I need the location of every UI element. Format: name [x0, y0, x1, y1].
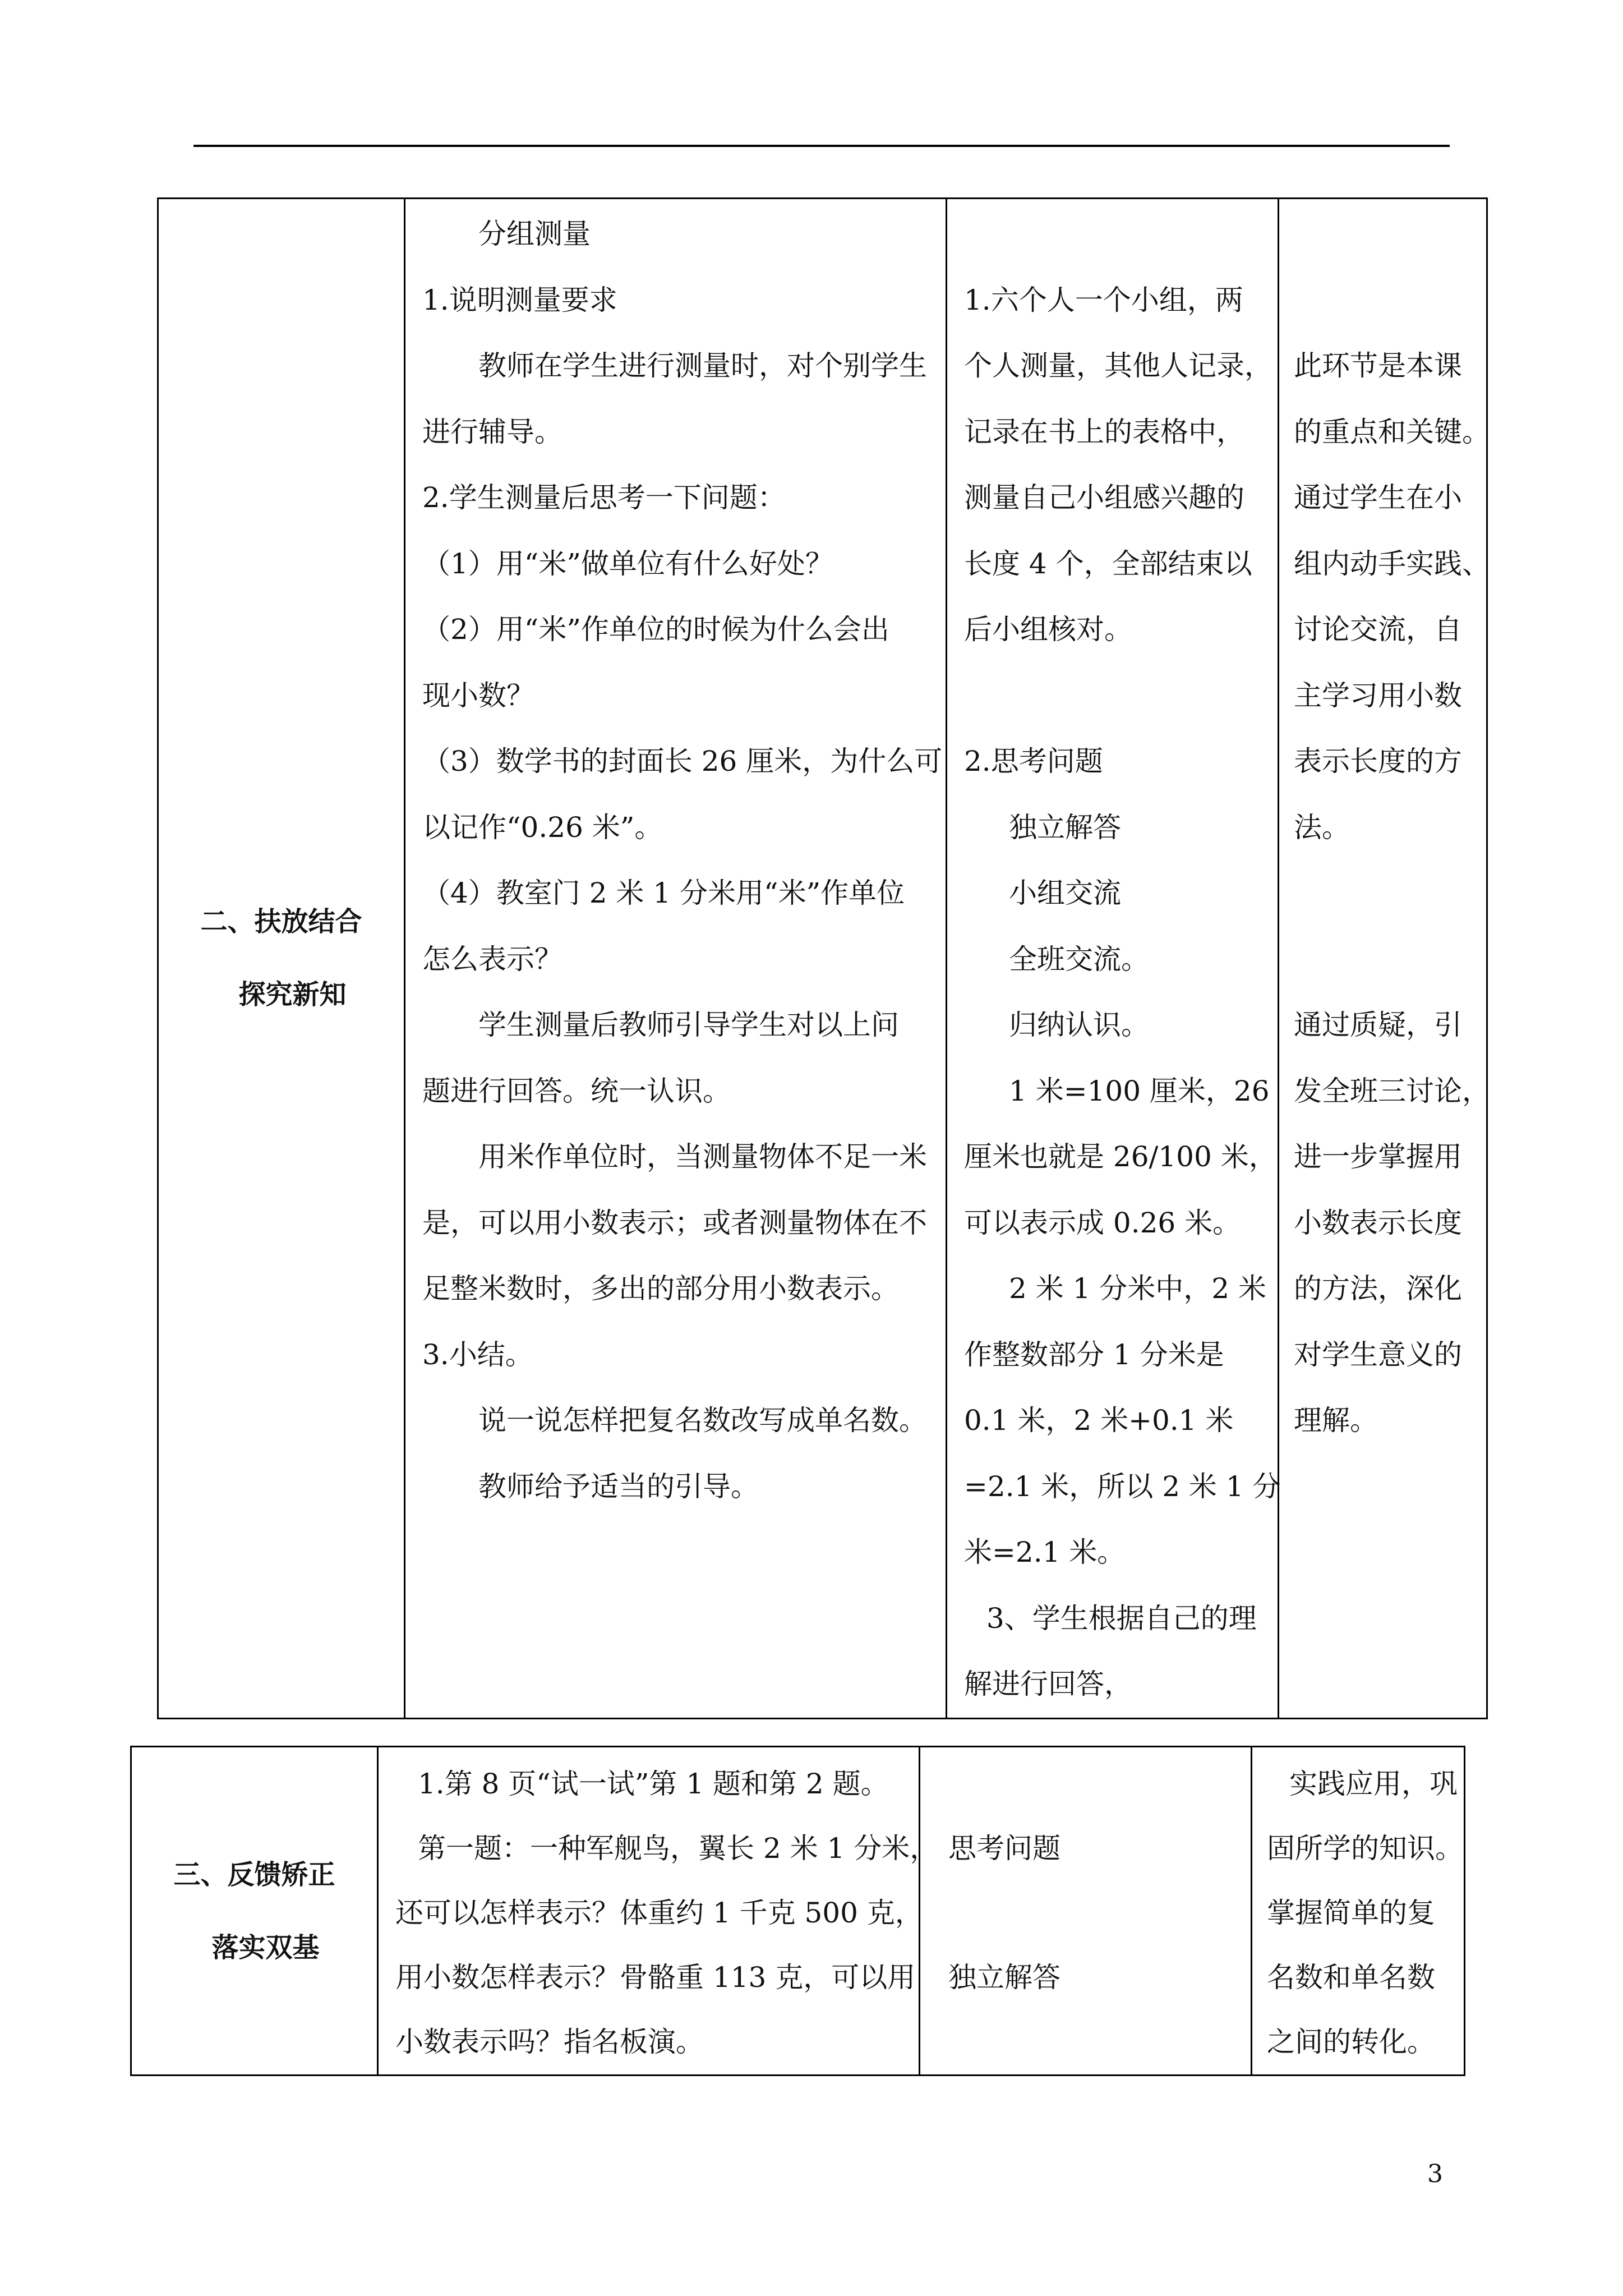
- text-line: 解进行回答，: [964, 1668, 1132, 1700]
- text-line: 全班交流。: [1009, 942, 1149, 976]
- text-line: 3.小结。: [422, 1338, 533, 1371]
- text-line: （3）数学书的封面长 26 厘米，为什么可: [422, 745, 943, 777]
- text-line: （2）用“米”作单位的时候为什么会出: [422, 613, 889, 646]
- text-line: 厘米也就是 26/100 米，: [964, 1140, 1277, 1173]
- text-line: 通过质疑，引: [1294, 1009, 1462, 1041]
- text-line: 可以表示成 0.26 米。: [964, 1206, 1241, 1239]
- text-line: [964, 663, 1265, 729]
- text-line: 固所学的知识。: [1267, 1832, 1463, 1865]
- design-intent-text: [1252, 1747, 1464, 2074]
- teacher-activity-text: [379, 1747, 938, 2074]
- text-line: 掌握简单的复: [1267, 1897, 1435, 1929]
- text-line: 理解。: [1294, 1404, 1378, 1437]
- text-line: 还可以怎样表示？体重约 1 千克 500 克，: [395, 1897, 923, 1929]
- text-line: 1.第 8 页“试一试”第 1 题和第 2 题。: [418, 1768, 889, 1800]
- text-line: [1294, 861, 1482, 927]
- text-line: 实践应用，巩: [1289, 1768, 1458, 1800]
- design-intent-text: [1279, 199, 1490, 1454]
- text-line: 个人测量，其他人记录，: [964, 349, 1272, 382]
- text-line: 长度 4 个，全部结束以: [964, 547, 1252, 580]
- text-line: [1294, 201, 1482, 268]
- text-line: [1294, 268, 1482, 334]
- text-line: 表示长度的方: [1294, 745, 1462, 777]
- student-activity-text: [920, 1747, 1251, 2010]
- text-line: 测量自己小组感兴趣的: [964, 481, 1244, 514]
- stage-label-cell: [131, 1747, 378, 2076]
- text-line: 0.1 米，2 米+0.1 米: [964, 1404, 1234, 1437]
- text-line: 以记作“0.26 米”。: [422, 811, 663, 844]
- text-line: 3、学生根据自己的理: [986, 1602, 1257, 1635]
- stage-title-line-2: 探究新知: [238, 979, 347, 1011]
- text-line: [948, 1752, 1238, 1816]
- lesson-table-stage-2: [157, 197, 1488, 1719]
- text-line: 足整米数时，多出的部分用小数表示。: [422, 1272, 899, 1305]
- design-intent-cell: [1252, 1747, 1465, 2076]
- text-line: 小数表示长度: [1294, 1206, 1462, 1239]
- text-line: 米=2.1 米。: [964, 1536, 1126, 1568]
- text-line: 归纳认识。: [1009, 1009, 1149, 1041]
- text-line: 之间的转化。: [1267, 2026, 1435, 2058]
- text-line: [964, 201, 1265, 268]
- text-line: 是，可以用小数表示；或者测量物体在不: [422, 1206, 927, 1239]
- design-intent-cell: [1279, 199, 1490, 1719]
- text-line: 小数表示吗？指名板演。: [395, 2026, 704, 2058]
- stage-title: [132, 1838, 377, 1984]
- student-activity-cell: [920, 1747, 1252, 2076]
- stage-title-line-2: 落实双基: [211, 1931, 320, 1963]
- text-line: 2 米 1 分米中，2 米: [1009, 1272, 1267, 1305]
- text-line: 通过学生在小: [1294, 481, 1462, 514]
- text-line: 教师给予适当的引导。: [478, 1470, 759, 1503]
- teacher-activity-text: [405, 199, 946, 1520]
- text-line: 思考问题: [948, 1832, 1061, 1865]
- text-line: 后小组核对。: [964, 613, 1132, 646]
- lesson-table-stage-3: [130, 1746, 1465, 2076]
- text-line: 发全班三讨论，: [1294, 1074, 1490, 1107]
- text-line: [948, 1881, 1238, 1945]
- text-line: 分组测量: [478, 218, 591, 250]
- text-line: 进一步掌握用: [1294, 1140, 1462, 1173]
- text-line: 的重点和关键。: [1294, 415, 1490, 448]
- text-line: 用小数怎样表示？骨骼重 113 克，可以用: [395, 1961, 916, 1994]
- header-rule: [193, 145, 1450, 147]
- text-line: 名数和单名数: [1267, 1961, 1435, 1994]
- text-line: 学生测量后教师引导学生对以上问: [478, 1009, 899, 1041]
- text-line: 用米作单位时，当测量物体不足一米: [478, 1140, 927, 1173]
- text-line: 现小数？: [422, 679, 534, 712]
- text-line: 组内动手实践、: [1294, 547, 1490, 580]
- stage-label-cell: [158, 199, 405, 1719]
- stage-title-line-1: 三、反馈矫正: [173, 1858, 335, 1890]
- text-line: 独立解答: [948, 1961, 1061, 1994]
- text-line: 小组交流: [1009, 877, 1121, 909]
- text-line: 2.学生测量后思考一下问题：: [422, 481, 786, 514]
- teacher-activity-cell: [378, 1747, 938, 2076]
- text-line: 1.六个人一个小组，两: [964, 283, 1243, 316]
- text-line: =2.1 米，所以 2 米 1 分: [964, 1470, 1281, 1503]
- text-line: [1294, 927, 1482, 993]
- teacher-activity-cell: [405, 199, 947, 1719]
- text-line: 1.说明测量要求: [422, 283, 617, 316]
- text-line: 对学生意义的: [1294, 1338, 1462, 1371]
- text-line: 怎么表示？: [422, 942, 562, 976]
- text-line: 的方法，深化: [1294, 1272, 1462, 1305]
- text-line: 独立解答: [1009, 811, 1121, 844]
- page-number: 3: [1427, 2160, 1443, 2188]
- text-line: 2.思考问题: [964, 745, 1103, 777]
- text-line: （1）用“米”做单位有什么好处？: [422, 547, 833, 580]
- student-activity-cell: [947, 199, 1279, 1719]
- text-line: 第一题：一种军舰鸟，翼长 2 米 1 分米，: [418, 1832, 938, 1865]
- text-line: 讨论交流，自: [1294, 613, 1462, 646]
- text-line: 题进行回答。统一认识。: [422, 1074, 731, 1107]
- stage-title-line-1: 二、扶放结合: [200, 906, 362, 938]
- text-line: 说一说怎样把复名数改写成单名数。: [478, 1404, 927, 1437]
- text-line: 主学习用小数: [1294, 679, 1462, 712]
- text-line: 1 米=100 厘米，26: [1009, 1074, 1270, 1107]
- text-line: 教师在学生进行测量时，对个别学生: [478, 349, 927, 382]
- stage-title: [159, 885, 404, 1031]
- text-line: 进行辅导。: [422, 415, 562, 448]
- text-line: 记录在书上的表格中，: [964, 415, 1244, 448]
- text-line: （4）教室门 2 米 1 分米用“米”作单位: [422, 877, 905, 909]
- text-line: 法。: [1294, 811, 1350, 844]
- text-line: 作整数部分 1 分米是: [964, 1338, 1224, 1371]
- student-activity-text: [947, 199, 1281, 1718]
- text-line: 此环节是本课: [1294, 349, 1462, 382]
